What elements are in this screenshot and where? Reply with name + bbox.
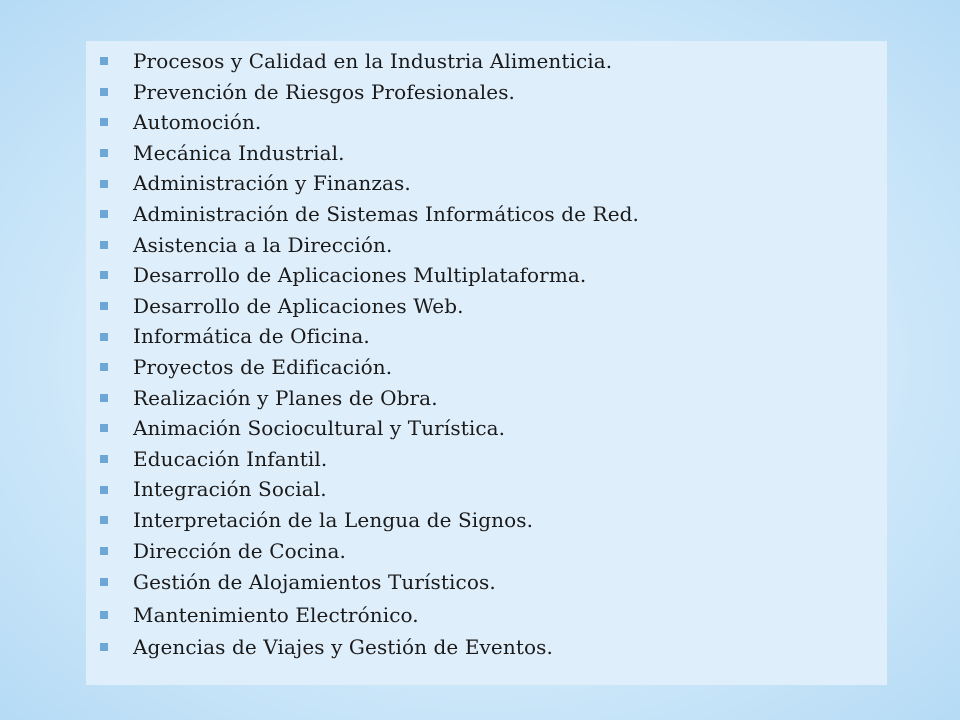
list-item bbox=[100, 138, 880, 169]
square-bullet-icon bbox=[100, 394, 108, 402]
square-bullet-icon bbox=[100, 180, 108, 188]
list-item-label: Dirección de Cocina. bbox=[133, 538, 347, 563]
list-item bbox=[100, 599, 880, 632]
list-item bbox=[100, 230, 880, 261]
square-bullet-icon bbox=[100, 363, 108, 371]
list-item-label: Integración Social. bbox=[133, 477, 327, 502]
square-bullet-icon bbox=[100, 547, 108, 555]
square-bullet-icon bbox=[100, 210, 108, 218]
list-item bbox=[100, 474, 880, 505]
list-item bbox=[100, 260, 880, 291]
square-bullet-icon bbox=[100, 424, 108, 432]
list-item-label: Gestión de Alojamientos Turísticos. bbox=[133, 570, 496, 595]
list-item bbox=[100, 77, 880, 108]
list-item bbox=[100, 107, 880, 138]
list-item-label: Prevención de Riesgos Profesionales. bbox=[133, 79, 516, 104]
list-item bbox=[100, 383, 880, 414]
list-item-label: Automoción. bbox=[133, 110, 262, 135]
square-bullet-icon bbox=[100, 149, 108, 157]
list-item-label: Mecánica Industrial. bbox=[133, 140, 345, 165]
list-item-label: Agencias de Viajes y Gestión de Eventos. bbox=[133, 635, 553, 660]
course-list bbox=[100, 46, 880, 664]
list-item bbox=[100, 46, 880, 77]
list-item-label: Administración de Sistemas Informáticos de Red. bbox=[133, 201, 640, 226]
list-item-label: Mantenimiento Electrónico. bbox=[133, 602, 419, 627]
list-item bbox=[100, 352, 880, 383]
list-item-label: Desarrollo de Aplicaciones Multiplataforma. bbox=[133, 263, 587, 288]
list-item-label: Interpretación de la Lengua de Signos. bbox=[133, 507, 534, 532]
list-item-label: Animación Sociocultural y Turística. bbox=[133, 416, 506, 441]
list-item bbox=[100, 168, 880, 199]
list-item-label: Informática de Oficina. bbox=[133, 324, 370, 349]
list-item-label: Desarrollo de Aplicaciones Web. bbox=[133, 293, 464, 318]
content-panel bbox=[86, 41, 887, 685]
list-item bbox=[100, 444, 880, 475]
list-item bbox=[100, 631, 880, 664]
square-bullet-icon bbox=[100, 643, 108, 651]
list-item-label: Asistencia a la Dirección. bbox=[133, 232, 393, 257]
list-item-label: Procesos y Calidad en la Industria Alimenticia. bbox=[133, 49, 613, 73]
square-bullet-icon bbox=[100, 302, 108, 310]
list-item-label: Educación Infantil. bbox=[133, 446, 328, 471]
list-item bbox=[100, 321, 880, 352]
square-bullet-icon bbox=[100, 333, 108, 341]
square-bullet-icon bbox=[100, 118, 108, 126]
list-item-label: Realización y Planes de Obra. bbox=[133, 385, 438, 410]
list-item bbox=[100, 536, 880, 567]
list-item bbox=[100, 505, 880, 536]
square-bullet-icon bbox=[100, 88, 108, 96]
list-item bbox=[100, 291, 880, 322]
list-item bbox=[100, 566, 880, 599]
list-item bbox=[100, 413, 880, 444]
square-bullet-icon bbox=[100, 241, 108, 249]
square-bullet-icon bbox=[100, 455, 108, 463]
list-item-label: Proyectos de Edificación. bbox=[133, 354, 393, 379]
square-bullet-icon bbox=[100, 271, 108, 279]
square-bullet-icon bbox=[100, 486, 108, 494]
list-item bbox=[100, 199, 880, 230]
list-item-label: Administración y Finanzas. bbox=[133, 171, 411, 196]
square-bullet-icon bbox=[100, 516, 108, 524]
square-bullet-icon bbox=[100, 57, 108, 65]
square-bullet-icon bbox=[100, 611, 108, 619]
square-bullet-icon bbox=[100, 578, 108, 586]
